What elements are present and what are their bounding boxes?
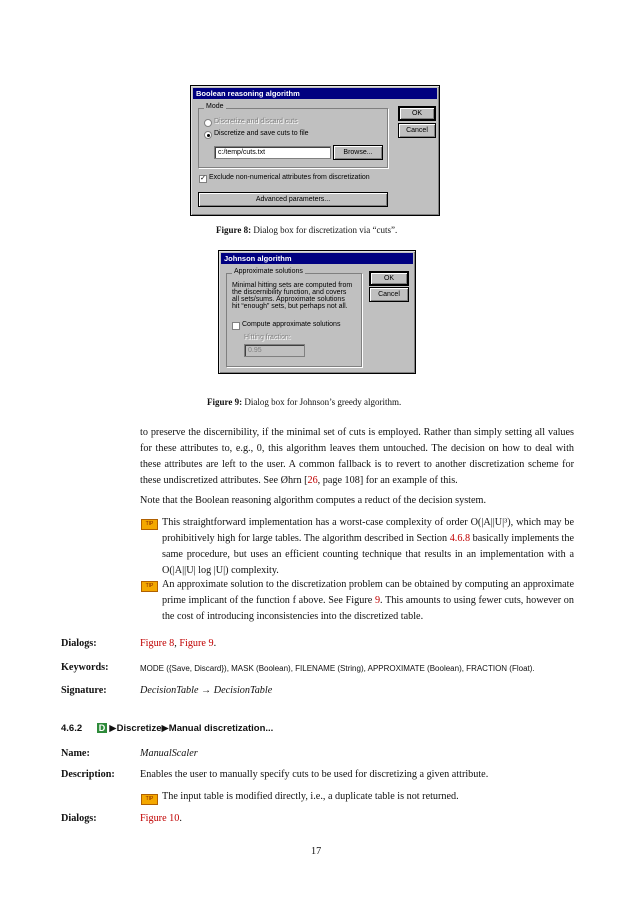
signature-label: Signature: bbox=[61, 685, 107, 696]
dialogs-value bbox=[140, 813, 182, 824]
paragraph-reduct-note bbox=[140, 493, 574, 509]
signature-value: DecisionTable → DecisionTable bbox=[140, 685, 273, 696]
boolean-reasoning-dialog bbox=[190, 85, 440, 216]
figure9-caption-label: Figure 9: bbox=[207, 397, 243, 407]
keywords-value: MODE ({Save, Discard}), MASK (Boolean), FILENAME (String), APPROXIMATE (Boolean), FRACTION (Float). bbox=[140, 664, 535, 673]
tip-icon: TIP bbox=[141, 581, 158, 592]
exclude-nonnumerical-label: Exclude non-numerical attributes from discretization bbox=[209, 174, 370, 181]
figure8-caption-label: Figure 8: bbox=[216, 225, 252, 235]
figure-link[interactable]: 9 bbox=[374, 595, 381, 607]
cancel-button[interactable]: Cancel bbox=[369, 287, 409, 302]
hitting-fraction-label: Hitting fraction: bbox=[244, 334, 291, 341]
cancel-button[interactable]: Cancel bbox=[398, 123, 436, 138]
tip-text: This straightforward implementation has a worst-case complexity of order O(|A||U|³), which may be prohibitively high for large tables. The algorithm described in Section bbox=[162, 517, 574, 545]
figure9-caption-text: Dialog box for Johnson’s greedy algorithm. bbox=[244, 397, 402, 407]
ok-button[interactable]: OK bbox=[369, 271, 409, 286]
filename-input[interactable]: c:/temp/cuts.txt bbox=[214, 146, 331, 159]
citation-link[interactable]: 26 bbox=[307, 475, 318, 487]
paragraph-text: Note that the Boolean reasoning algorithm computes a reduct of the decision system. bbox=[140, 495, 487, 506]
save-cuts-radio[interactable] bbox=[204, 131, 212, 139]
advanced-parameters-button[interactable]: Advanced parameters... bbox=[198, 192, 388, 207]
tip-icon: TIP bbox=[141, 519, 158, 530]
keywords-label: Keywords: bbox=[61, 662, 109, 673]
section-heading bbox=[61, 723, 273, 734]
name-value: ManualScaler bbox=[140, 748, 198, 759]
figure9-link[interactable]: Figure 9 bbox=[179, 638, 214, 649]
description-line: Minimal hitting sets are computed from bbox=[232, 282, 353, 289]
figure8-caption-text: Dialog box for discretization via “cuts”. bbox=[253, 225, 398, 235]
tip-text: An approximate solution to the discretization problem can be obtained by computing an approximate prime implicant of the function f above. See Figure bbox=[162, 579, 574, 607]
compute-approximate-checkbox[interactable] bbox=[232, 322, 240, 330]
approximate-group-label: Approximate solutions bbox=[234, 268, 303, 275]
description-line: all sets/sums. Approximate solutions bbox=[232, 296, 345, 303]
discard-cuts-label: Discretize and discard cuts bbox=[214, 118, 298, 125]
tip-text: basically implements the same procedure, but uses an efficient counting technique that results in an implementation with a O(|A||U| log |U|) complexity. bbox=[162, 533, 574, 577]
figure10-link[interactable]: Figure 10 bbox=[140, 813, 180, 824]
figure9-caption bbox=[207, 397, 401, 407]
separator: , bbox=[174, 638, 180, 649]
period: . bbox=[213, 638, 217, 649]
exclude-nonnumerical-checkbox[interactable]: ✓ bbox=[200, 175, 206, 182]
save-cuts-label: Discretize and save cuts to file bbox=[214, 130, 309, 137]
section-link[interactable]: 4.6.8 bbox=[449, 533, 471, 545]
description-value: Enables the user to manually specify cuts to be used for discretizing a given attribute. bbox=[140, 769, 489, 780]
mode-group-label: Mode bbox=[206, 103, 224, 110]
compute-approximate-label: Compute approximate solutions bbox=[242, 321, 341, 328]
name-label: Name: bbox=[61, 748, 90, 759]
ok-button[interactable]: OK bbox=[398, 106, 436, 121]
dialogs-label: Dialogs: bbox=[61, 813, 97, 824]
dialogs-label: Dialogs: bbox=[61, 638, 97, 649]
dialog-badge: D bbox=[98, 723, 106, 733]
tip-complexity bbox=[162, 515, 574, 579]
tip-duplicate: The input table is modified directly, i.e., a duplicate table is not returned. bbox=[162, 791, 459, 802]
hitting-fraction-input[interactable]: 0.95 bbox=[244, 344, 305, 357]
dialog-title: Boolean reasoning algorithm bbox=[193, 88, 437, 99]
description-line: the discernibility function, and covers bbox=[232, 289, 347, 296]
tip-text: . This amounts to using fewer cuts, however on the cost of introducing inconsistencies into the discretized table. bbox=[162, 595, 574, 623]
dialogs-value bbox=[140, 638, 216, 649]
paragraph-fallback bbox=[140, 425, 574, 489]
tip-approximate bbox=[162, 577, 574, 625]
tip-icon: TIP bbox=[141, 794, 158, 805]
period: . bbox=[179, 813, 182, 824]
johnson-algorithm-dialog bbox=[218, 250, 416, 374]
section-title: ▶Discretize▶Manual discretization... bbox=[109, 723, 274, 734]
figure8-caption bbox=[216, 225, 397, 235]
description-label: Description: bbox=[61, 769, 115, 780]
dialog-title: Johnson algorithm bbox=[221, 253, 413, 264]
description-line: hit “enough” sets, but perhaps not all. bbox=[232, 303, 348, 310]
browse-button[interactable]: Browse... bbox=[333, 145, 383, 160]
page-number: 17 bbox=[311, 846, 322, 857]
section-number: 4.6.2 bbox=[61, 723, 83, 734]
paragraph-text: , page 108] for an example of this. bbox=[317, 475, 458, 487]
paragraph-text: to preserve the discernibility, if the minimal set of cuts is employed. Rather than simply setting all values for these attributes to, e.g., 0, this algorithm leaves them untouched. The decision on how to deal with these attributes are left to the user. A common fallback is to revert to another discretization scheme for these undiscretized attributes. See Øhrn [ bbox=[140, 427, 574, 487]
discard-cuts-radio[interactable] bbox=[204, 119, 212, 127]
figure8-link[interactable]: Figure 8 bbox=[140, 638, 175, 649]
